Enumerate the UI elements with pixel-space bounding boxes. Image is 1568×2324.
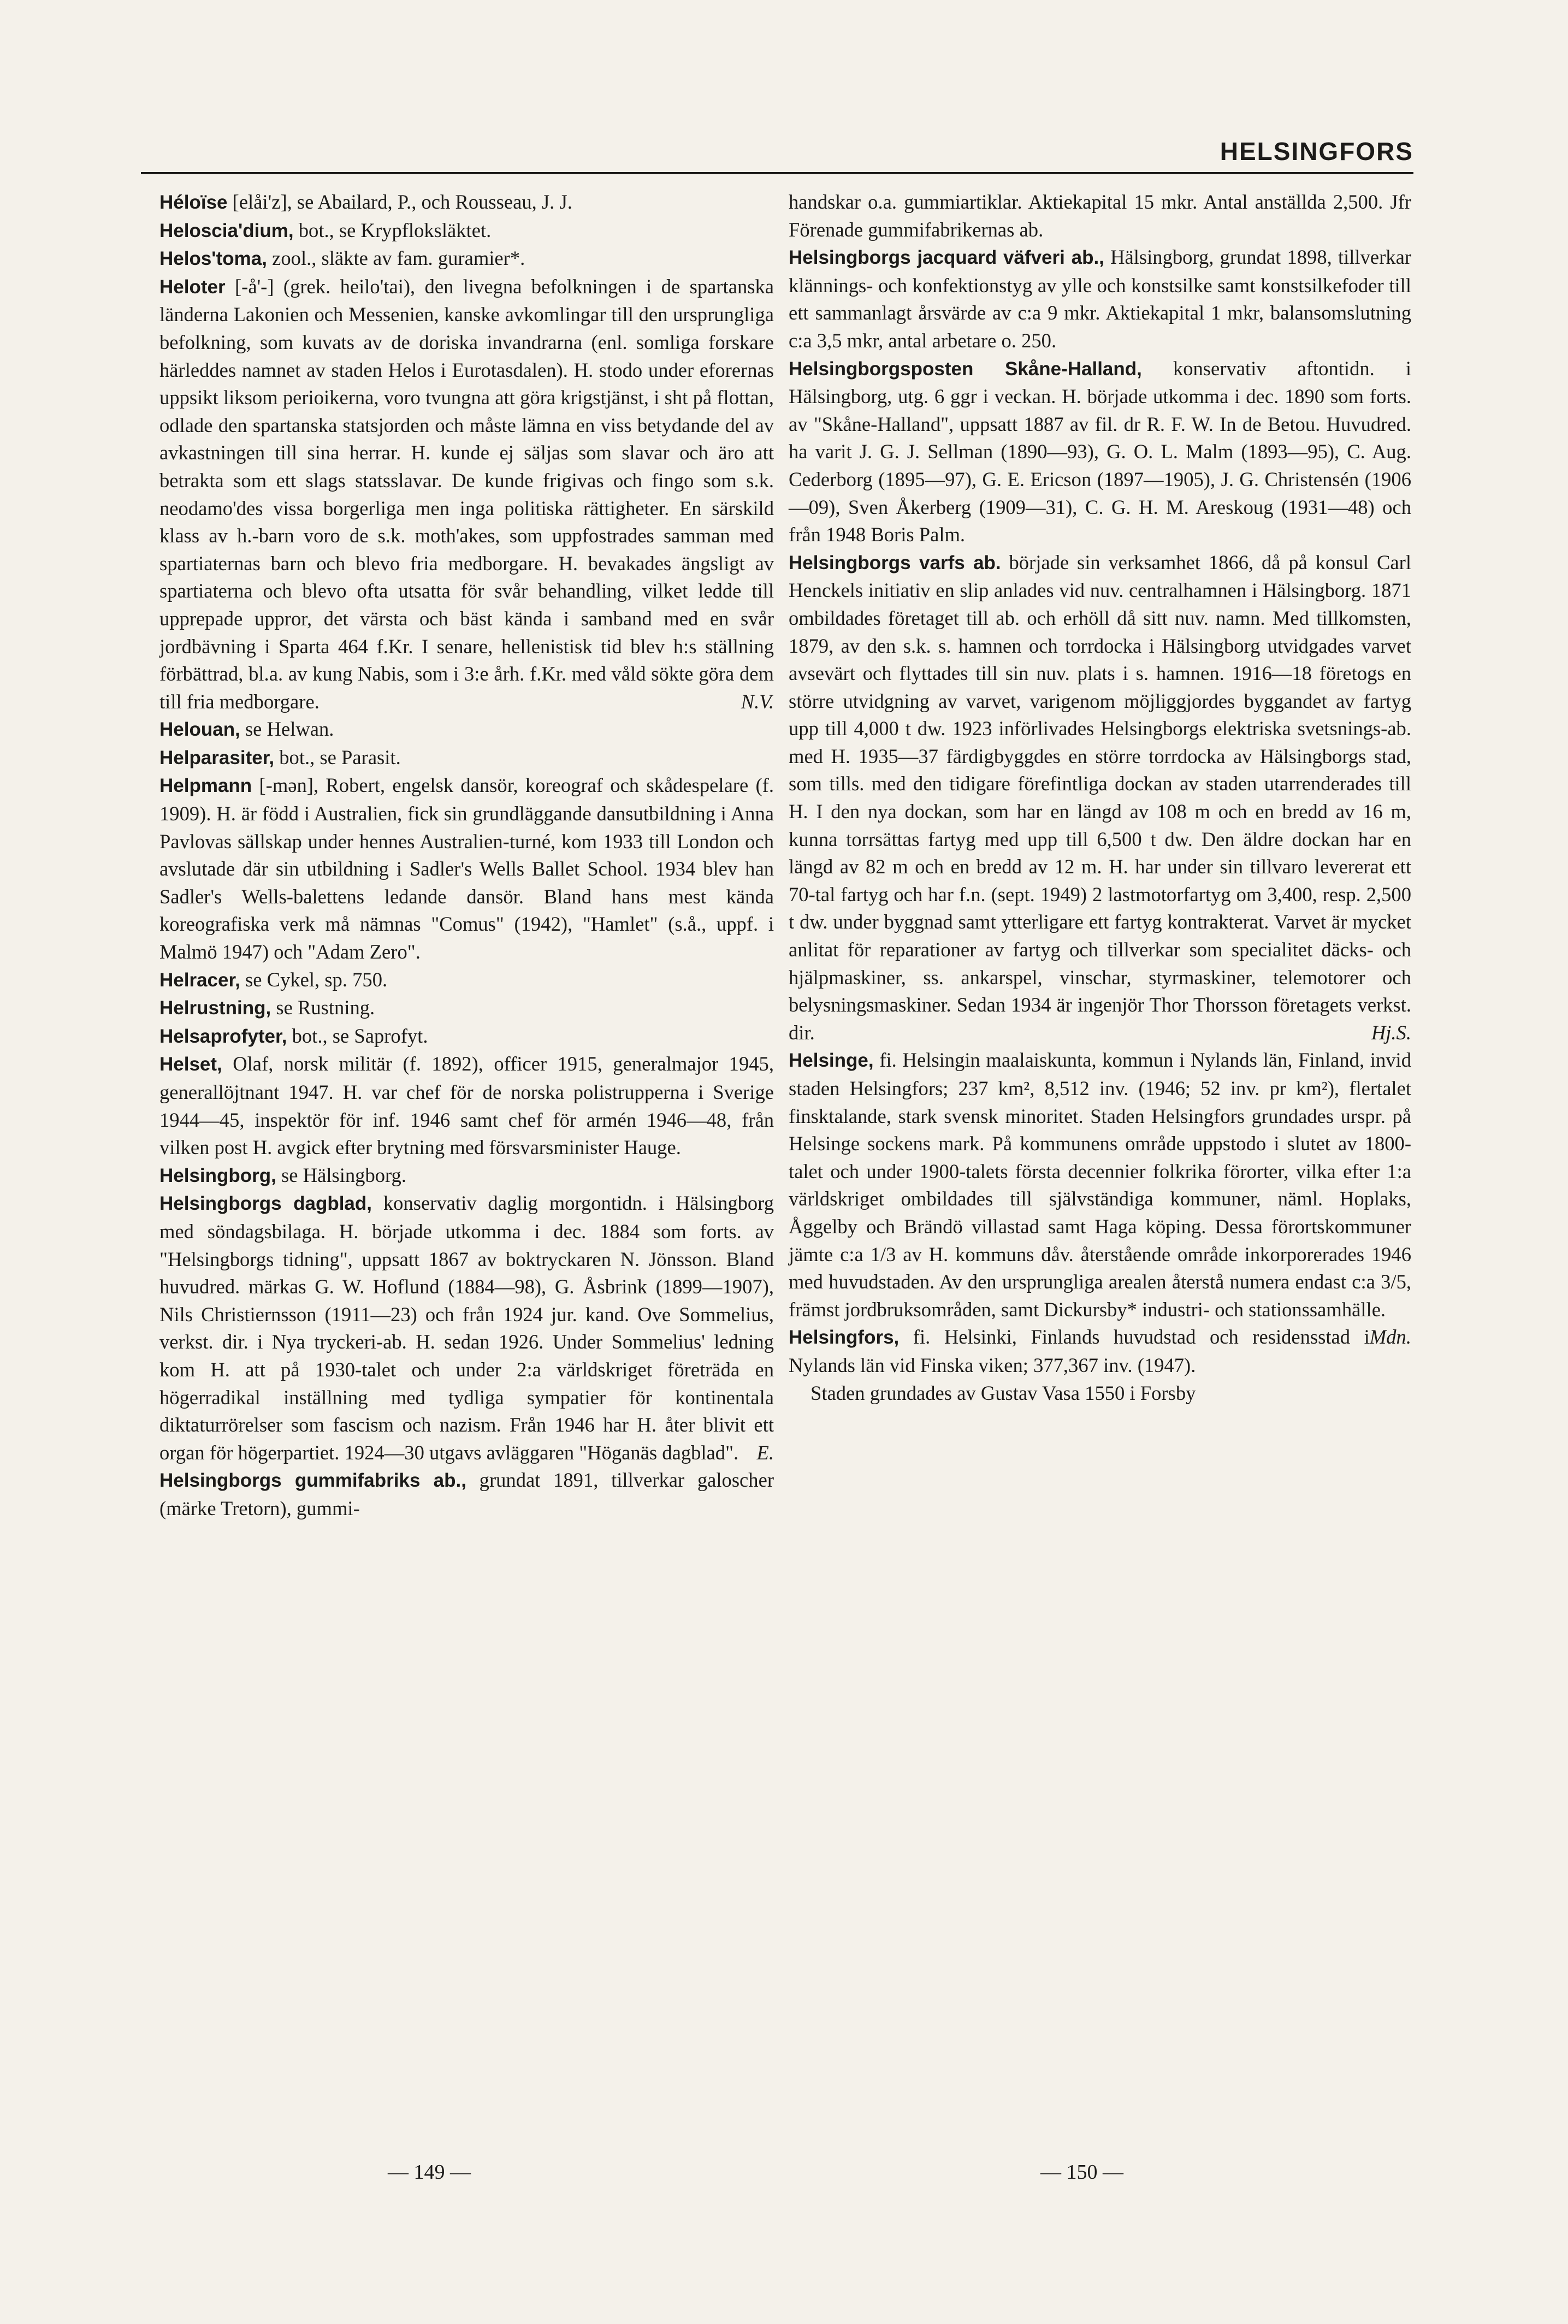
- entry-headword: Helsingborgs gummifabriks ab.,: [159, 1470, 466, 1492]
- entry-headword: Heloscia'dium,: [159, 220, 294, 241]
- entry-headword: Helsingfors,: [789, 1327, 900, 1349]
- entry-headword: Helsingborgsposten Skåne-Halland,: [789, 358, 1142, 380]
- entry-text: bot., se Parasit.: [274, 746, 401, 768]
- left-column: [159, 188, 774, 1523]
- dictionary-entry: [159, 1466, 774, 1522]
- entry-headword: Helracer,: [159, 969, 240, 991]
- dictionary-entry: [789, 1046, 1411, 1349]
- dictionary-entry: [159, 1050, 774, 1161]
- dictionary-entry: [159, 715, 774, 744]
- dictionary-entry: [159, 1162, 774, 1190]
- header-rule: [141, 172, 1413, 174]
- entry-headword: Helsaprofyter,: [159, 1025, 287, 1047]
- dictionary-entry: [159, 245, 774, 273]
- dictionary-entry: [159, 217, 774, 245]
- entry-text: [-mən], Robert, engelsk dansör, koreograf och skådespelare (f. 1909). H. är född i Australien, fick sin grundläggande dansutbildning i Anna Pavlovas sällskap under hennes Australien-turné, kom 1933 till London och avslutade där sin utbildning i Sadler's Wells Ballet School. 1934 blev han Sadler's Wells-balettens ledande dansör. Bland hans mest kända koreografiska verk må nämnas "Comus" (1942), "Hamlet" (s.å., uppf. i Malmö 1947) och "Adam Zero".: [159, 774, 774, 963]
- entry-text: började sin verksamhet 1866, då på konsul Carl Henckels initiativ en slip anlades vid nuv. centralhamnen i Hälsingborg. 1871 ombildades företaget till ab. och erhöll då sitt nuv. namn. Med tillkomsten, 1879, av den s.k. s. hamnen och torrdocka i Hälsingborg utvidgades varvet avsevärt och flyttades till sin nuv. plats i s. hamnen. 1916—18 företogs en större utvidgning av varvet, varigenom möjliggjordes byggandet av fartyg upp till 4,000 t dw. 1923 införlivades Helsingborgs elektriska svetsnings-ab. med H. 1935—37 färdigbyggdes en större torrdocka av Hälsingborgs stad, som tills. med den tidigare förefintliga dockan av staden utarrenderades till H. I den nya dockan, som har en längd av 108 m och en bredd av 16 m, kunna torrsättas fartyg med upp till 6,500 t dw. Den äldre dockan har en längd av 82 m och en bredd av 12 m. H. har under sin tillvaro levererat ett 70-tal fartyg och har f.n. (sept. 1949) 2 lastmotorfartyg om 3,400, resp. 2,500 t dw. under byggnad samt ytterligare ett fartyg kontrakterat. Varvet är mycket anlitat för reparationer av fartyg och tillverkar som specialitet däcks- och hjälpmaskiner, ss. ankarspel, vinschar, styrmaskiner, telemotorer och belysningsmaskiner. Sedan 1934 är ingenjör Thor Thorsson företagets verkst. dir.: [789, 551, 1412, 1044]
- entry-text: [elåi'z], se Abailard, P., och Rousseau, J. J.: [227, 191, 572, 213]
- entry-text: bot., se Krypfloksläktet.: [293, 218, 492, 241]
- entry-headword: Helsingborgs varfs ab.: [789, 552, 1001, 573]
- author-signature: Hj.S.: [1371, 1021, 1411, 1044]
- dictionary-entry: [789, 549, 1411, 1047]
- entry-text: konservativ aftontidn. i Hälsingborg, utg. 6 ggr i veckan. H. började utkomma i dec. 1890 som forts. av "Skåne-Halland", uppsatt 1887 av fil. dr R. F. W. In de Betou. Huvudred. ha varit J. G. J. Sellman (1890—93), G. O. L. Malm (1893—95), C. Aug. Cederborg (1895—97), G. E. Ericson (1897—1905), J. G. Christensén (1906—09), Sven Åkerberg (1909—31), C. G. H. M. Areskoug (1931—48) och från 1948 Boris Palm.: [789, 357, 1411, 546]
- entry-text: Hälsingborg, grundat 1898, tillverkar klännings- och konfektionstyg av ylle och konstsilke samt konstsilkefoder till ett sammanlagt årsvärde av c:a 9 mkr. Aktiekapital 1 mkr, balansomslutning c:a 3,5 mkr, antal arbetare o. 250.: [789, 246, 1412, 352]
- entry-text: bot., se Saprofyt.: [287, 1024, 428, 1047]
- right-column: [789, 188, 1411, 1407]
- dictionary-entry: [159, 188, 774, 217]
- entry-text: fi. Helsingin maalaiskunta, kommun i Nylands län, Finland, invid staden Helsingfors; 237 km², 8,512 inv. (1946; 52 inv. pr km²), flertalet finsktalande, stark svensk minoritet. Staden Helsingfors grundades urspr. på Helsinge sockens mark. På kommunens område uppstodo i slutet av 1800-talet och under 1900-talets första decennier folkrika förorter, vilka efter 1:a världskriget ombildades till självständiga kommuner, näml. Hoplaks, Åggelby och Brändö villastad samt Haga köping. Dessa förortskommuner jämte c:a 1/3 av H. kommuns dåv. återstående område inkorporerades 1946 med huvudstaden. Av den ursprungliga arealen återstå numera endast c:a 3/5, främst jordbruksområden, samt Dickursby* industri- och stationssamhälle.: [789, 1049, 1411, 1321]
- entry-text: se Cykel, sp. 750.: [240, 968, 388, 991]
- entry-headword: Helsingborg,: [159, 1164, 276, 1186]
- entry-headword: Helsingborgs jacquard väfveri ab.,: [789, 247, 1104, 269]
- page-number-right: — 150 —: [1040, 2161, 1123, 2184]
- entry-text: se Hälsingborg.: [276, 1163, 406, 1186]
- running-head: HELSINGFORS: [1220, 137, 1413, 165]
- dictionary-entry: [159, 966, 774, 995]
- entry-text: Staden grundades av Gustav Vasa 1550 i Forsby: [810, 1381, 1196, 1404]
- entry-text: [-å'-] (grek. heilo'tai), den livegna befolkningen i de spartanska länderna Lakonien och Messenien, kanske avkomlingar till den ursprungliga befolkning, som kuvats av de doriska invandrarna (enl. somliga forskare härleddes namnet av staden Helos i Eurotasdalen). H. stodo under eforernas uppsikt liksom perioikerna, voro tvungna att göra krigstjänst, i sht på flottan, odlade den spartanska statsjorden och måste lämna en viss betydande del av avkastningen till sina herrar. H. kunde ej säljas som slavar och äro att betrakta som ett slags statsslavar. De kunde frigivas och fingo som s.k. neodamo'des vissa borgerliga men inga politiska rättigheter. En särskild klass av h.-barn voro de s.k. moth'akes, som uppfostrades samman med spartiaternas barn och blevo fria medborgare. H. bevakades ängsligt av spartiaterna och blevo ofta utsatta för svår behandling, vilket ledde till upprepade uppror, det värsta och bäst kända i samband med en svår jordbävning i Sparta 464 f.Kr. I senare, hellenistisk tid blev h:s ställning förbättrad, bl.a. av kung Nabis, som i 3:e årh. f.Kr. med våld sökte göra dem till fria medborgare.: [159, 275, 774, 713]
- entry-headword: Helpmann: [159, 775, 252, 797]
- entry-text: zool., släkte av fam. guramier*.: [267, 247, 525, 270]
- dictionary-entry: [789, 188, 1411, 244]
- dictionary-entry: [789, 355, 1411, 549]
- dictionary-entry: [789, 1380, 1411, 1408]
- entry-headword: Heloter: [159, 276, 226, 298]
- dictionary-entry: [159, 744, 774, 772]
- entry-text: se Helwan.: [240, 718, 334, 741]
- author-signature: N.V.: [741, 690, 774, 713]
- dictionary-entry: [159, 1022, 774, 1051]
- entry-text: handskar o.a. gummiartiklar. Aktiekapital 15 mkr. Antal anställda 2,500. Jfr Förenade gummifabrikernas ab.: [789, 191, 1411, 241]
- dictionary-entry: [159, 1190, 774, 1466]
- dictionary-entry: [159, 273, 774, 716]
- dictionary-entry: [159, 994, 774, 1022]
- entry-headword: Héloïse: [159, 192, 228, 213]
- entry-headword: Helparasiter,: [159, 747, 275, 768]
- entry-headword: Helsinge,: [789, 1050, 874, 1072]
- dictionary-entry: [789, 244, 1411, 354]
- entry-headword: Helouan,: [159, 719, 240, 741]
- entry-headword: Helos'toma,: [159, 248, 267, 270]
- entry-text: grundat 1891, tillverkar galoscher (märke Tretorn), gummi-: [159, 1469, 774, 1519]
- entry-headword: Helrustning,: [159, 997, 271, 1019]
- entry-text: se Rustning.: [271, 996, 375, 1019]
- page-number-left: — 149 —: [388, 2161, 471, 2184]
- author-signature: Mdn.: [1369, 1326, 1411, 1349]
- entry-text: konservativ daglig morgontidn. i Hälsingborg med söndagsbilaga. H. började utkomma i dec. 1884 som forts. av "Helsingborgs tidning", uppsatt 1867 av boktryckaren N. Jönsson. Bland huvudred. märkas G. W. Hoflund (1884—98), G. Åsbrink (1899—1907), Nils Christiernsson (1911—23) och från 1924 jur. kand. Ove Sommelius, verkst. dir. i Nya tryckeri-ab. H. sedan 1926. Under Sommelius' ledning kom H. att på 1930-talet och under 2:a världskriget företräda en högerradikal inställning med tydliga sympatier för kontinentala diktaturrörelser som fascism och nazism. Från 1946 har H. åter blivit ett organ för högerpartiet. 1924—30 utgavs avläggaren "Höganäs dagblad".: [159, 1192, 774, 1464]
- author-signature: E.: [756, 1441, 774, 1464]
- entry-headword: Helset,: [159, 1054, 222, 1075]
- entry-text: Olaf, norsk militär (f. 1892), officer 1915, generalmajor 1945, generallöjtnant 1947. H. var chef för de norska polistrupperna i Sverige 1944—45, inspektör för inf. 1946 samt chef för armén 1946—48, från vilken post H. avgick efter brytning med försvarsminister Hauge.: [159, 1052, 774, 1159]
- entry-text: fi. Helsinki, Finlands huvudstad och residensstad i Nylands län vid Finska viken; 377,367 inv. (1947).: [789, 1326, 1370, 1376]
- entry-headword: Helsingborgs dagblad,: [159, 1193, 372, 1215]
- dictionary-entry: [159, 772, 774, 966]
- dictionary-entry: [789, 1323, 1411, 1379]
